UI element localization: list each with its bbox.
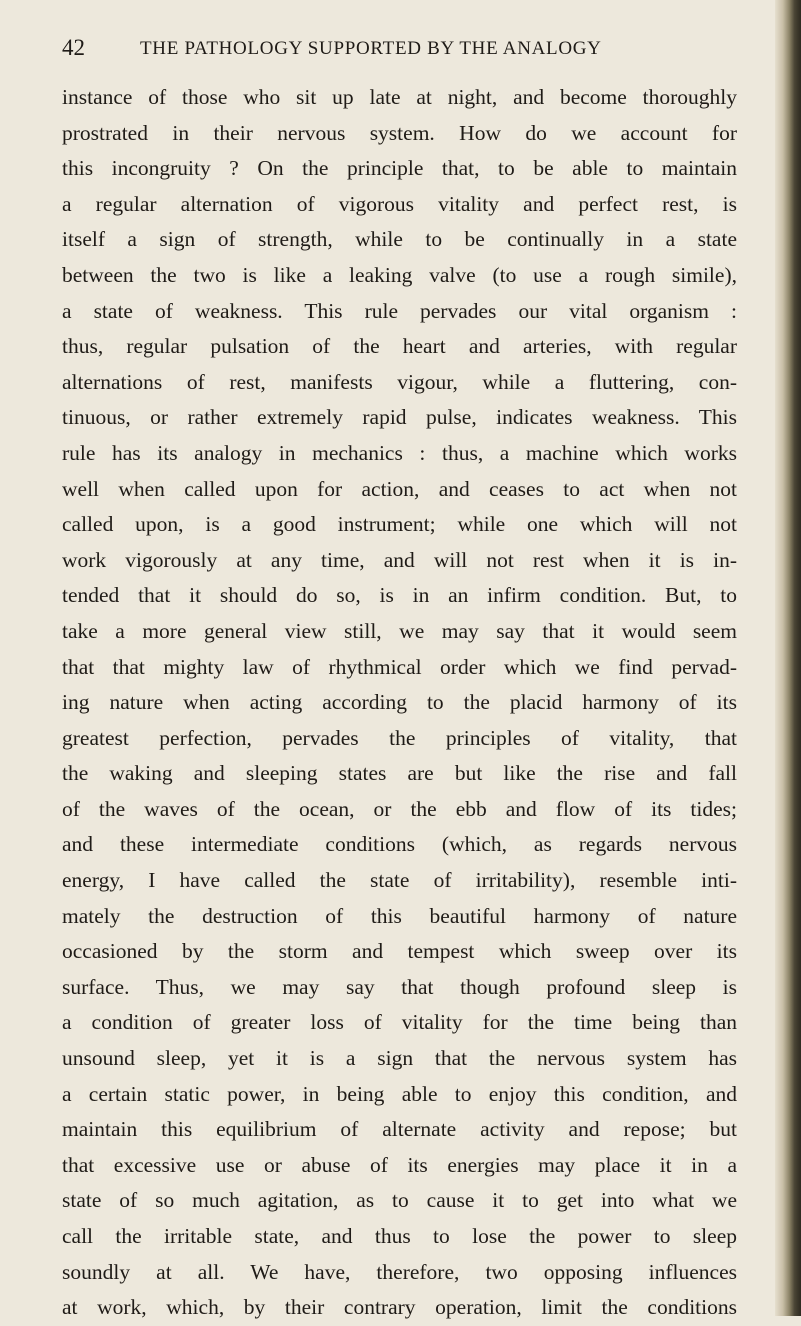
text-line: rule has its analogy in mechanics : thus, a machine which works bbox=[62, 440, 737, 465]
running-head: THE PATHOLOGY SUPPORTED BY THE ANALOGY bbox=[140, 38, 602, 59]
text-line: maintain this equilibrium of alternate activity and repose; but bbox=[62, 1117, 737, 1142]
text-line: a condition of greater loss of vitality for the time being than bbox=[62, 1010, 737, 1035]
text-line: energy, I have called the state of irritability), resemble inti- bbox=[62, 868, 737, 893]
text-line: this incongruity ? On the principle that, to be able to maintain bbox=[62, 156, 737, 181]
text-line: and these intermediate conditions (which, as regards nervous bbox=[62, 832, 737, 857]
text-line: ing nature when acting according to the placid harmony of its bbox=[62, 690, 737, 715]
text-line: called upon, is a good instrument; while one which will not bbox=[62, 512, 737, 537]
text-line: a certain static power, in being able to enjoy this condition, and bbox=[62, 1081, 737, 1106]
text-line: soundly at all. We have, therefore, two opposing influences bbox=[62, 1259, 737, 1284]
text-line: at work, which, by their contrary operation, limit the conditions bbox=[62, 1295, 737, 1320]
text-line: alternations of rest, manifests vigour, while a fluttering, con- bbox=[62, 369, 737, 394]
text-line: thus, regular pulsation of the heart and arteries, with regular bbox=[62, 334, 737, 359]
text-line: greatest perfection, pervades the principles of vitality, that bbox=[62, 725, 737, 750]
text-line: of the waves of the ocean, or the ebb and flow of its tides; bbox=[62, 796, 737, 821]
text-line: the waking and sleeping states are but like the rise and fall bbox=[62, 761, 737, 786]
text-line: prostrated in their nervous system. How do we account for bbox=[62, 120, 737, 145]
text-line: surface. Thus, we may say that though profound sleep is bbox=[62, 974, 737, 999]
text-line: a state of weakness. This rule pervades our vital organism : bbox=[62, 298, 737, 323]
text-line: work vigorously at any time, and will not rest when it is in- bbox=[62, 547, 737, 572]
text-line: that excessive use or abuse of its energies may place it in a bbox=[62, 1152, 737, 1177]
text-line: itself a sign of strength, while to be continually in a state bbox=[62, 227, 737, 252]
text-line: state of so much agitation, as to cause it to get into what we bbox=[62, 1188, 737, 1213]
text-line: that that mighty law of rhythmical order which we find pervad- bbox=[62, 654, 737, 679]
text-line: call the irritable state, and thus to lose the power to sleep bbox=[62, 1224, 737, 1248]
text-line: unsound sleep, yet it is a sign that the nervous system has bbox=[62, 1046, 737, 1071]
page-number: 42 bbox=[62, 35, 85, 60]
text-line: between the two is like a leaking valve (to use a rough simile), bbox=[62, 262, 737, 287]
body-text bbox=[62, 80, 737, 1326]
text-line: well when called upon for action, and ceases to act when not bbox=[62, 476, 737, 501]
text-line: mately the destruction of this beautiful harmony of nature bbox=[62, 903, 737, 928]
text-line: tinuous, or rather extremely rapid pulse, indicates weakness. This bbox=[62, 405, 737, 430]
text-line: tended that it should do so, is in an infirm condition. But, to bbox=[62, 583, 737, 608]
text-line: a regular alternation of vigorous vitality and perfect rest, is bbox=[62, 191, 737, 216]
page-edge bbox=[775, 0, 801, 1316]
text-line: take a more general view still, we may say that it would seem bbox=[62, 618, 737, 643]
text-line: instance of those who sit up late at night, and become thoroughly bbox=[62, 85, 737, 109]
text-line: occasioned by the storm and tempest which sweep over its bbox=[62, 939, 737, 964]
